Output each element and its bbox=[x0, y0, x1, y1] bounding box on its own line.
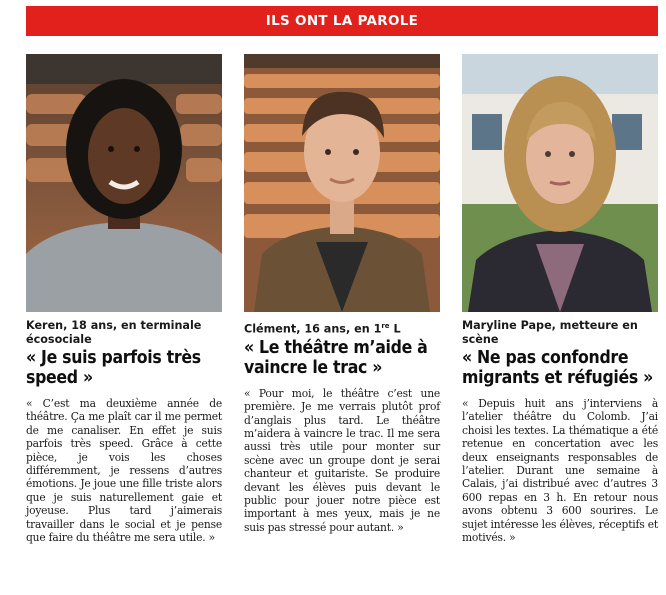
byline bbox=[244, 319, 440, 337]
byline: Maryline Pape, metteure en scène bbox=[462, 319, 638, 346]
byline-ordinal: re bbox=[381, 322, 390, 330]
photo-keren bbox=[26, 54, 222, 312]
photo-maryline bbox=[462, 54, 658, 312]
photo-clement bbox=[244, 54, 440, 312]
testimony-column-maryline bbox=[462, 54, 658, 544]
quote-headline: « Le théâtre m’aide à vaincre le trac » bbox=[244, 337, 428, 378]
quote-headline: « Je suis parfois très speed » bbox=[26, 348, 201, 388]
quote-headline: « Ne pas confondre migrants et réfugiés » bbox=[462, 348, 654, 388]
quote-body: « Pour moi, le théâtre c’est une première. Je me verrais plutôt prof d’anglais plus tard. Le théâtre m’aidera à vaincre le trac. Il me sera aussi très utile pour monter sur scène avec un groupe dont je serai chanteur et guitariste. Se produire devant les élèves puis devant le public pour jouer notre pièce est important à mes yeux, mais je ne suis pas stressé pour autant. » bbox=[244, 386, 440, 534]
testimony-column-clement bbox=[244, 54, 440, 534]
quote-body: « Depuis huit ans j’interviens à l’atelier théâtre du Colomb. J’ai choisi les textes. La thématique a été retenue en concertation avec les deux enseignants responsables de l’atelier. Durant une semaine à Calais, j’ai distribué avec d’autres 3 600 repas en 3 h. En retour nous avons obtenu 3 600 sourires. Le sujet intéresse les élèves, réceptifs et motivés. » bbox=[462, 397, 658, 545]
byline: Keren, 18 ans, en terminale écosociale bbox=[26, 319, 202, 346]
section-banner bbox=[26, 6, 658, 36]
byline-class: L bbox=[389, 322, 401, 336]
banner-title: ILS ONT LA PAROLE bbox=[265, 13, 419, 29]
byline-text: Clément, 16 ans, en 1 bbox=[244, 322, 382, 336]
testimony-column-keren bbox=[26, 54, 222, 544]
quote-body: « C’est ma deuxième année de théâtre. Ça me plaît car il me permet de me canaliser. En effet je suis parfois très speed. Grâce à cette pièce, je vois les choses différemment, je ressens d’autres émotions. Je joue une fille triste alors que je suis naturellement gaie et joyeuse. Plus tard j’aimerais travailler dans le social et je pense que faire du théâtre me sera utile. » bbox=[26, 397, 222, 545]
